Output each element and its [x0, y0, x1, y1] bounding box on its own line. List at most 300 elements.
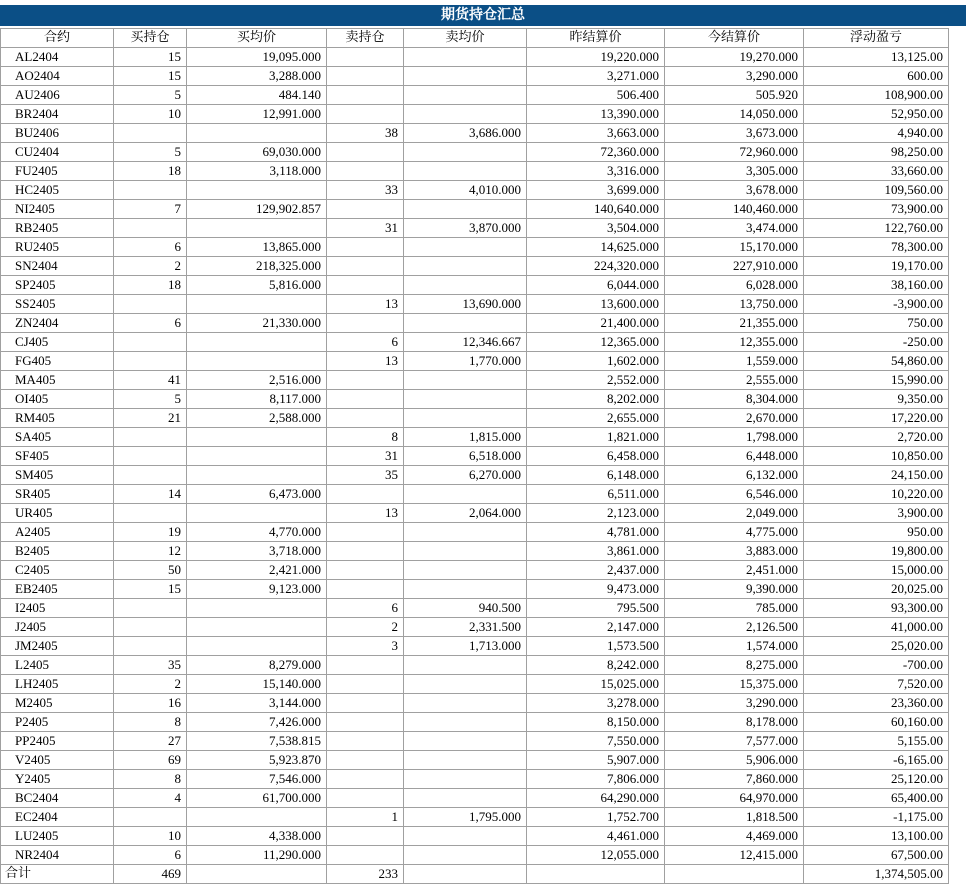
today-settle-cell: 3,290.000: [665, 67, 804, 86]
prev-settle-cell: 224,320.000: [527, 257, 665, 276]
sell-avg-price-cell: 1,815.000: [404, 428, 527, 447]
table-row: [1, 162, 949, 181]
today-settle-cell: 15,170.000: [665, 238, 804, 257]
sell-position-cell: [327, 238, 404, 257]
sell-avg-price-cell: 1,770.000: [404, 352, 527, 371]
floating-pnl-cell: 19,170.00: [804, 257, 949, 276]
table-row: [1, 732, 949, 751]
buy-avg-price-cell: [187, 637, 327, 656]
contract-cell: LH2405: [1, 675, 114, 694]
table-row: [1, 599, 949, 618]
contract-cell: SR405: [1, 485, 114, 504]
floating-pnl-cell: 15,000.00: [804, 561, 949, 580]
sell-avg-price-cell: [404, 238, 527, 257]
table-row: [1, 618, 949, 637]
sell-position-cell: 8: [327, 428, 404, 447]
sell-avg-price-cell: [404, 770, 527, 789]
floating-pnl-cell: 122,760.00: [804, 219, 949, 238]
contract-cell: MA405: [1, 371, 114, 390]
sell-position-cell: 38: [327, 124, 404, 143]
buy-position-cell: [114, 599, 187, 618]
prev-settle-cell: 8,242.000: [527, 656, 665, 675]
buy-avg-price-cell: 3,718.000: [187, 542, 327, 561]
sell-avg-price-cell: [404, 314, 527, 333]
table-title: 期货持仓汇总: [0, 5, 966, 26]
today-settle-cell: 15,375.000: [665, 675, 804, 694]
sell-avg-price-cell: [404, 846, 527, 865]
buy-position-cell: 5: [114, 86, 187, 105]
buy-avg-price-cell: [187, 466, 327, 485]
contract-cell: Y2405: [1, 770, 114, 789]
buy-position-cell: 15: [114, 580, 187, 599]
table-row: [1, 86, 949, 105]
buy-position-cell: [114, 466, 187, 485]
total-buy-position: 469: [114, 865, 187, 884]
buy-avg-price-cell: 6,473.000: [187, 485, 327, 504]
table-row: [1, 751, 949, 770]
prev-settle-cell: 506.400: [527, 86, 665, 105]
sell-position-cell: [327, 751, 404, 770]
sell-position-cell: [327, 732, 404, 751]
contract-cell: PP2405: [1, 732, 114, 751]
buy-position-cell: [114, 352, 187, 371]
contract-cell: NI2405: [1, 200, 114, 219]
sell-avg-price-cell: [404, 580, 527, 599]
buy-position-cell: 69: [114, 751, 187, 770]
sell-avg-price-cell: [404, 162, 527, 181]
buy-position-cell: 6: [114, 238, 187, 257]
floating-pnl-cell: 73,900.00: [804, 200, 949, 219]
floating-pnl-cell: 109,560.00: [804, 181, 949, 200]
sell-position-cell: [327, 314, 404, 333]
table-body: [1, 48, 949, 865]
prev-settle-cell: 14,625.000: [527, 238, 665, 257]
today-settle-cell: 227,910.000: [665, 257, 804, 276]
prev-settle-cell: 1,752.700: [527, 808, 665, 827]
floating-pnl-cell: 3,900.00: [804, 504, 949, 523]
sell-avg-price-cell: [404, 409, 527, 428]
contract-cell: SM405: [1, 466, 114, 485]
floating-pnl-cell: 4,940.00: [804, 124, 949, 143]
buy-avg-price-cell: 2,588.000: [187, 409, 327, 428]
floating-pnl-cell: 25,020.00: [804, 637, 949, 656]
sell-position-cell: [327, 276, 404, 295]
today-settle-cell: 6,546.000: [665, 485, 804, 504]
table-row: [1, 580, 949, 599]
contract-cell: P2405: [1, 713, 114, 732]
buy-avg-price-cell: [187, 181, 327, 200]
buy-avg-price-cell: 9,123.000: [187, 580, 327, 599]
sell-position-cell: 6: [327, 333, 404, 352]
table-row: [1, 276, 949, 295]
contract-cell: L2405: [1, 656, 114, 675]
sell-avg-price-cell: [404, 789, 527, 808]
total-floating-pnl: 1,374,505.00: [804, 865, 949, 884]
today-settle-cell: 3,474.000: [665, 219, 804, 238]
sell-position-cell: [327, 694, 404, 713]
sell-position-cell: [327, 143, 404, 162]
contract-cell: J2405: [1, 618, 114, 637]
sell-position-cell: [327, 789, 404, 808]
sell-avg-price-cell: [404, 656, 527, 675]
floating-pnl-cell: 52,950.00: [804, 105, 949, 124]
sell-position-cell: 13: [327, 504, 404, 523]
buy-avg-price-cell: [187, 599, 327, 618]
prev-settle-cell: 2,655.000: [527, 409, 665, 428]
prev-settle-cell: 21,400.000: [527, 314, 665, 333]
floating-pnl-cell: 600.00: [804, 67, 949, 86]
prev-settle-cell: 12,055.000: [527, 846, 665, 865]
buy-position-cell: 5: [114, 143, 187, 162]
sell-position-cell: 13: [327, 295, 404, 314]
today-settle-cell: 3,305.000: [665, 162, 804, 181]
contract-cell: FG405: [1, 352, 114, 371]
buy-position-cell: [114, 618, 187, 637]
sell-avg-price-cell: [404, 390, 527, 409]
buy-position-cell: 18: [114, 276, 187, 295]
table-row: [1, 466, 949, 485]
sell-avg-price-cell: 3,686.000: [404, 124, 527, 143]
table-row: [1, 808, 949, 827]
today-settle-cell: 12,355.000: [665, 333, 804, 352]
contract-cell: CU2404: [1, 143, 114, 162]
buy-avg-price-cell: [187, 333, 327, 352]
buy-avg-price-cell: 12,991.000: [187, 105, 327, 124]
floating-pnl-cell: -250.00: [804, 333, 949, 352]
floating-pnl-cell: 67,500.00: [804, 846, 949, 865]
sell-avg-price-cell: [404, 542, 527, 561]
contract-cell: A2405: [1, 523, 114, 542]
floating-pnl-cell: 98,250.00: [804, 143, 949, 162]
contract-cell: UR405: [1, 504, 114, 523]
prev-settle-cell: 6,458.000: [527, 447, 665, 466]
total-today-settle: [665, 865, 804, 884]
table-row: [1, 542, 949, 561]
sell-position-cell: [327, 200, 404, 219]
prev-settle-cell: 64,290.000: [527, 789, 665, 808]
contract-cell: CJ405: [1, 333, 114, 352]
sell-avg-price-cell: 3,870.000: [404, 219, 527, 238]
buy-avg-price-cell: [187, 295, 327, 314]
buy-position-cell: 41: [114, 371, 187, 390]
prev-settle-cell: 12,365.000: [527, 333, 665, 352]
buy-avg-price-cell: 3,144.000: [187, 694, 327, 713]
header-sell-avg-price: 卖均价: [404, 29, 527, 48]
prev-settle-cell: 3,278.000: [527, 694, 665, 713]
sell-position-cell: [327, 827, 404, 846]
sell-position-cell: [327, 257, 404, 276]
buy-avg-price-cell: [187, 447, 327, 466]
today-settle-cell: 64,970.000: [665, 789, 804, 808]
table-row: [1, 504, 949, 523]
floating-pnl-cell: 13,125.00: [804, 48, 949, 67]
table-row: [1, 485, 949, 504]
sell-avg-price-cell: [404, 751, 527, 770]
floating-pnl-cell: 15,990.00: [804, 371, 949, 390]
sell-position-cell: 31: [327, 447, 404, 466]
buy-avg-price-cell: 61,700.000: [187, 789, 327, 808]
contract-cell: EC2404: [1, 808, 114, 827]
total-label: 合计: [1, 865, 114, 884]
buy-position-cell: 50: [114, 561, 187, 580]
buy-avg-price-cell: 8,279.000: [187, 656, 327, 675]
table-row: [1, 428, 949, 447]
prev-settle-cell: 7,806.000: [527, 770, 665, 789]
floating-pnl-cell: 25,120.00: [804, 770, 949, 789]
table-row: [1, 561, 949, 580]
buy-position-cell: 15: [114, 67, 187, 86]
buy-position-cell: 2: [114, 675, 187, 694]
sell-avg-price-cell: [404, 276, 527, 295]
sell-avg-price-cell: [404, 675, 527, 694]
prev-settle-cell: 1,602.000: [527, 352, 665, 371]
sell-avg-price-cell: 13,690.000: [404, 295, 527, 314]
sell-avg-price-cell: 2,064.000: [404, 504, 527, 523]
today-settle-cell: 6,132.000: [665, 466, 804, 485]
floating-pnl-cell: 24,150.00: [804, 466, 949, 485]
sell-avg-price-cell: [404, 713, 527, 732]
header-buy-avg-price: 买均价: [187, 29, 327, 48]
buy-avg-price-cell: [187, 504, 327, 523]
sell-position-cell: 3: [327, 637, 404, 656]
total-sell-avg-price: [404, 865, 527, 884]
header-prev-settle: 昨结算价: [527, 29, 665, 48]
prev-settle-cell: 6,148.000: [527, 466, 665, 485]
contract-cell: SS2405: [1, 295, 114, 314]
buy-avg-price-cell: 69,030.000: [187, 143, 327, 162]
buy-position-cell: 4: [114, 789, 187, 808]
sell-position-cell: [327, 580, 404, 599]
buy-avg-price-cell: 5,923.870: [187, 751, 327, 770]
today-settle-cell: 1,559.000: [665, 352, 804, 371]
sell-position-cell: [327, 542, 404, 561]
today-settle-cell: 3,290.000: [665, 694, 804, 713]
sell-position-cell: 33: [327, 181, 404, 200]
header-floating-pnl: 浮动盈亏: [804, 29, 949, 48]
today-settle-cell: 6,028.000: [665, 276, 804, 295]
floating-pnl-cell: 20,025.00: [804, 580, 949, 599]
table-row: [1, 48, 949, 67]
buy-avg-price-cell: [187, 618, 327, 637]
today-settle-cell: 1,818.500: [665, 808, 804, 827]
floating-pnl-cell: 38,160.00: [804, 276, 949, 295]
buy-position-cell: [114, 333, 187, 352]
sell-avg-price-cell: [404, 371, 527, 390]
sell-avg-price-cell: 1,795.000: [404, 808, 527, 827]
today-settle-cell: 2,451.000: [665, 561, 804, 580]
floating-pnl-cell: -1,175.00: [804, 808, 949, 827]
total-prev-settle: [527, 865, 665, 884]
buy-position-cell: 16: [114, 694, 187, 713]
floating-pnl-cell: 10,220.00: [804, 485, 949, 504]
contract-cell: BU2406: [1, 124, 114, 143]
contract-cell: B2405: [1, 542, 114, 561]
floating-pnl-cell: -6,165.00: [804, 751, 949, 770]
contract-cell: RM405: [1, 409, 114, 428]
floating-pnl-cell: 108,900.00: [804, 86, 949, 105]
buy-position-cell: 21: [114, 409, 187, 428]
buy-position-cell: 14: [114, 485, 187, 504]
table-row: [1, 523, 949, 542]
prev-settle-cell: 3,699.000: [527, 181, 665, 200]
floating-pnl-cell: 93,300.00: [804, 599, 949, 618]
buy-position-cell: [114, 447, 187, 466]
sell-position-cell: [327, 105, 404, 124]
buy-avg-price-cell: [187, 219, 327, 238]
buy-position-cell: 7: [114, 200, 187, 219]
buy-avg-price-cell: 8,117.000: [187, 390, 327, 409]
prev-settle-cell: 19,220.000: [527, 48, 665, 67]
prev-settle-cell: 6,044.000: [527, 276, 665, 295]
sell-position-cell: [327, 713, 404, 732]
contract-cell: AU2406: [1, 86, 114, 105]
table-row: [1, 257, 949, 276]
prev-settle-cell: 3,861.000: [527, 542, 665, 561]
buy-position-cell: 19: [114, 523, 187, 542]
prev-settle-cell: 4,461.000: [527, 827, 665, 846]
sell-avg-price-cell: 6,518.000: [404, 447, 527, 466]
today-settle-cell: 3,673.000: [665, 124, 804, 143]
floating-pnl-cell: 78,300.00: [804, 238, 949, 257]
buy-avg-price-cell: 7,538.815: [187, 732, 327, 751]
floating-pnl-cell: 10,850.00: [804, 447, 949, 466]
sell-position-cell: 35: [327, 466, 404, 485]
buy-avg-price-cell: 4,338.000: [187, 827, 327, 846]
buy-position-cell: 12: [114, 542, 187, 561]
today-settle-cell: 8,275.000: [665, 656, 804, 675]
sell-position-cell: 1: [327, 808, 404, 827]
today-settle-cell: 4,469.000: [665, 827, 804, 846]
floating-pnl-cell: 9,350.00: [804, 390, 949, 409]
contract-cell: SF405: [1, 447, 114, 466]
table-row: [1, 181, 949, 200]
buy-avg-price-cell: 218,325.000: [187, 257, 327, 276]
today-settle-cell: 19,270.000: [665, 48, 804, 67]
buy-position-cell: 8: [114, 713, 187, 732]
sell-position-cell: 6: [327, 599, 404, 618]
floating-pnl-cell: 19,800.00: [804, 542, 949, 561]
table-row: [1, 143, 949, 162]
table-row: [1, 219, 949, 238]
prev-settle-cell: 2,552.000: [527, 371, 665, 390]
today-settle-cell: 21,355.000: [665, 314, 804, 333]
prev-settle-cell: 3,504.000: [527, 219, 665, 238]
today-settle-cell: 5,906.000: [665, 751, 804, 770]
prev-settle-cell: 1,821.000: [527, 428, 665, 447]
buy-position-cell: [114, 637, 187, 656]
header-contract: 合约: [1, 29, 114, 48]
prev-settle-cell: 140,640.000: [527, 200, 665, 219]
buy-avg-price-cell: 129,902.857: [187, 200, 327, 219]
floating-pnl-cell: 17,220.00: [804, 409, 949, 428]
table-row: [1, 295, 949, 314]
sell-position-cell: [327, 409, 404, 428]
header-row: [1, 29, 949, 48]
contract-cell: HC2405: [1, 181, 114, 200]
sell-position-cell: [327, 561, 404, 580]
contract-cell: RU2405: [1, 238, 114, 257]
buy-avg-price-cell: 2,421.000: [187, 561, 327, 580]
table-row: [1, 637, 949, 656]
today-settle-cell: 785.000: [665, 599, 804, 618]
sell-position-cell: [327, 162, 404, 181]
today-settle-cell: 14,050.000: [665, 105, 804, 124]
prev-settle-cell: 5,907.000: [527, 751, 665, 770]
prev-settle-cell: 8,150.000: [527, 713, 665, 732]
sell-position-cell: [327, 67, 404, 86]
sell-position-cell: 13: [327, 352, 404, 371]
prev-settle-cell: 9,473.000: [527, 580, 665, 599]
table-row: [1, 314, 949, 333]
total-row: [1, 865, 949, 884]
floating-pnl-cell: -3,900.00: [804, 295, 949, 314]
buy-position-cell: [114, 295, 187, 314]
prev-settle-cell: 13,600.000: [527, 295, 665, 314]
sell-avg-price-cell: [404, 48, 527, 67]
buy-avg-price-cell: 7,426.000: [187, 713, 327, 732]
contract-cell: JM2405: [1, 637, 114, 656]
buy-position-cell: [114, 181, 187, 200]
sell-avg-price-cell: 940.500: [404, 599, 527, 618]
today-settle-cell: 7,577.000: [665, 732, 804, 751]
sell-avg-price-cell: [404, 86, 527, 105]
header-today-settle: 今结算价: [665, 29, 804, 48]
sell-position-cell: [327, 656, 404, 675]
today-settle-cell: 2,049.000: [665, 504, 804, 523]
contract-cell: BR2404: [1, 105, 114, 124]
sell-avg-price-cell: [404, 257, 527, 276]
today-settle-cell: 140,460.000: [665, 200, 804, 219]
floating-pnl-cell: -700.00: [804, 656, 949, 675]
buy-avg-price-cell: [187, 352, 327, 371]
contract-cell: BC2404: [1, 789, 114, 808]
table-row: [1, 124, 949, 143]
sell-position-cell: [327, 485, 404, 504]
header-sell-position: 卖持仓: [327, 29, 404, 48]
today-settle-cell: 2,126.500: [665, 618, 804, 637]
floating-pnl-cell: 13,100.00: [804, 827, 949, 846]
table-row: [1, 409, 949, 428]
today-settle-cell: 8,178.000: [665, 713, 804, 732]
floating-pnl-cell: 65,400.00: [804, 789, 949, 808]
buy-position-cell: 18: [114, 162, 187, 181]
contract-cell: AO2404: [1, 67, 114, 86]
prev-settle-cell: 72,360.000: [527, 143, 665, 162]
sell-avg-price-cell: [404, 694, 527, 713]
buy-position-cell: [114, 428, 187, 447]
buy-position-cell: [114, 124, 187, 143]
positions-table: [0, 28, 949, 884]
buy-position-cell: 27: [114, 732, 187, 751]
header-buy-position: 买持仓: [114, 29, 187, 48]
sell-avg-price-cell: [404, 200, 527, 219]
table-row: [1, 200, 949, 219]
prev-settle-cell: 795.500: [527, 599, 665, 618]
contract-cell: OI405: [1, 390, 114, 409]
buy-avg-price-cell: 19,095.000: [187, 48, 327, 67]
floating-pnl-cell: 33,660.00: [804, 162, 949, 181]
today-settle-cell: 13,750.000: [665, 295, 804, 314]
today-settle-cell: 505.920: [665, 86, 804, 105]
contract-cell: C2405: [1, 561, 114, 580]
prev-settle-cell: 6,511.000: [527, 485, 665, 504]
table-row: [1, 67, 949, 86]
today-settle-cell: 2,555.000: [665, 371, 804, 390]
table-row: [1, 352, 949, 371]
today-settle-cell: 1,798.000: [665, 428, 804, 447]
buy-avg-price-cell: 5,816.000: [187, 276, 327, 295]
table-row: [1, 371, 949, 390]
